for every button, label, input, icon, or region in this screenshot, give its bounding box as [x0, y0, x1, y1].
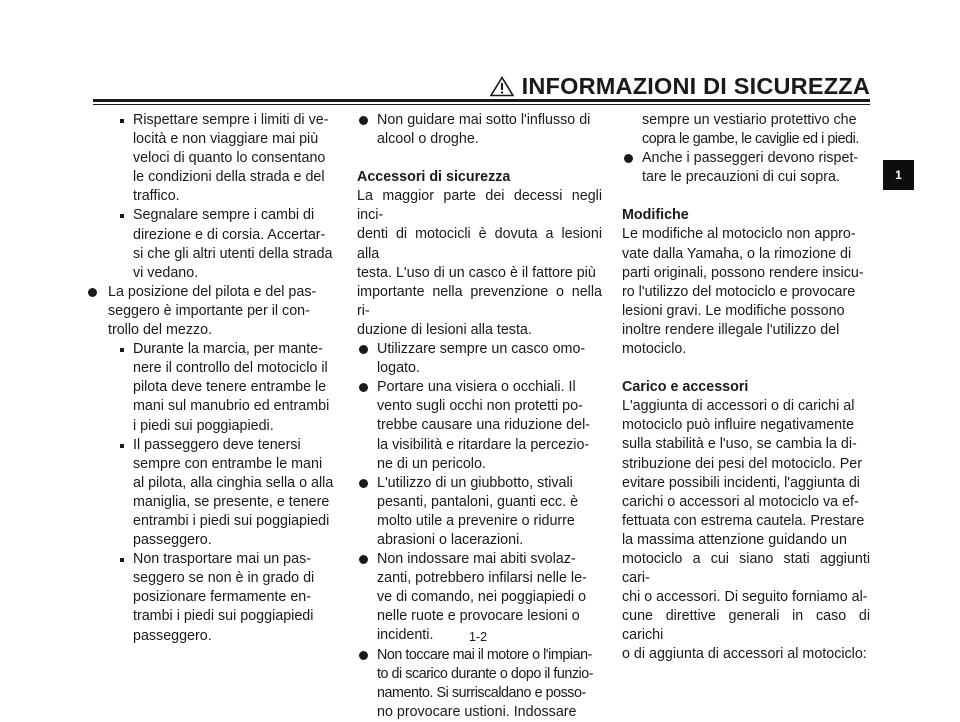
text-line: sulla stabilità e l'uso, se cambia la di- — [622, 436, 857, 453]
text-line: abrasioni o lacerazioni. — [377, 531, 524, 548]
section-heading-load-accessories: Carico e accessori — [622, 379, 749, 396]
section-title: INFORMAZIONI DI SICUREZZA — [521, 73, 870, 99]
bullet-dot-icon — [359, 383, 368, 392]
page-number: 1-2 — [468, 630, 488, 644]
bullet-square-icon — [120, 558, 124, 562]
bullet-dot-icon — [359, 116, 368, 125]
list-item — [622, 149, 870, 187]
text-line: al pilota, alla cinghia sella o alla — [133, 474, 334, 491]
text-line: nelle ruote e provocare lesioni o — [377, 608, 580, 625]
chapter-tab: 1 — [883, 160, 914, 190]
text-line: Le modifiche al motociclo non appro- — [622, 226, 856, 243]
text-line: Anche i passeggeri devono rispet- — [642, 150, 859, 167]
list-item — [357, 474, 602, 550]
bullet-dot-icon — [359, 651, 368, 660]
section-heading-safety-accessories: Accessori di sicurezza — [357, 169, 511, 186]
list-item — [357, 340, 602, 378]
text-line: motociclo può influire negativamente — [622, 417, 855, 434]
list-item — [108, 283, 336, 340]
text-line: Non indossare mai abiti svolaz- — [377, 551, 576, 568]
text-line: la visibilità e ritardare la percezio- — [377, 436, 590, 453]
list-item — [357, 111, 602, 149]
bullet-square-icon — [120, 348, 124, 352]
spacer — [622, 359, 870, 378]
text-line: importante nella prevenzione o nella ri- — [357, 283, 602, 319]
list-item — [108, 111, 336, 206]
text-line: entrambi i piedi sui poggiapiedi — [133, 512, 330, 529]
text-line: Utilizzare sempre un casco omo- — [377, 341, 586, 358]
list-item — [108, 206, 336, 282]
text-line: cune direttive generali in caso di carichi — [622, 608, 870, 644]
text-line: chi o accessori. Di seguito forniamo al- — [622, 589, 868, 606]
text-line: maniglia, se presente, e tenere — [133, 493, 330, 510]
text-line: Non guidare mai sotto l'influsso di — [377, 112, 591, 128]
text-column-1 — [108, 111, 336, 646]
text-line: pilota deve tenere entrambe le — [133, 379, 327, 396]
text-line: La maggior parte dei decessi negli inci- — [357, 188, 602, 224]
text-line: logato. — [377, 360, 420, 377]
warning-triangle-icon — [490, 76, 514, 97]
text-line: tare le precauzioni di cui sopra. — [642, 169, 840, 186]
spacer — [622, 187, 870, 206]
text-line: incidenti. — [377, 627, 434, 644]
text-line: passeggero. — [133, 532, 212, 549]
continued-text — [622, 111, 870, 149]
list-item — [357, 378, 602, 473]
text-line: denti di motocicli è dovuta a lesioni alla — [357, 226, 602, 262]
text-line: nere il controllo del motociclo il — [133, 360, 328, 377]
text-line: Portare una visiera o occhiali. Il — [377, 379, 576, 396]
list-item — [108, 436, 336, 551]
text-line: seggero se non è in grado di — [133, 570, 315, 587]
text-column-3 — [622, 111, 870, 665]
text-line: vi vedano. — [133, 264, 199, 281]
text-line: vento sugli occhi non protetti po- — [377, 398, 583, 415]
text-line: Rispettare sempre i limiti di ve- — [133, 112, 329, 128]
text-line: traffico. — [133, 188, 180, 205]
text-line: vate dalla Yamaha, o la rimozione di — [622, 245, 852, 262]
list-item — [108, 340, 336, 435]
list-item — [108, 550, 336, 645]
text-line: i piedi sui poggiapiedi. — [133, 417, 274, 434]
text-line: lesioni gravi. Le modifiche possono — [622, 302, 845, 319]
spacer — [357, 149, 602, 168]
text-line: fettuata con estrema cautela. Prestare — [622, 512, 865, 529]
text-line: evitare possibili incidenti, l'aggiunta di — [622, 474, 860, 491]
text-line: no provocare ustioni. Indossare — [377, 703, 577, 720]
text-line: ne di un pericolo. — [377, 455, 486, 472]
text-line: si che gli altri utenti della strada — [133, 245, 333, 262]
text-line: to di scarico durante o dopo il funzio- — [377, 665, 594, 682]
list-item — [357, 646, 602, 722]
text-line: le condizioni della strada e del — [133, 169, 325, 186]
text-line: la massima attenzione guidando un — [622, 531, 847, 548]
bullet-dot-icon — [624, 154, 633, 163]
text-line: La posizione del pilota e del pas- — [108, 283, 317, 300]
bullet-square-icon — [120, 214, 124, 218]
text-line: Non trasportare mai un pas- — [133, 551, 311, 568]
text-line: sempre un vestiario protettivo che — [642, 112, 857, 128]
page-header — [0, 74, 870, 98]
text-line: veloci di quanto lo consentano — [133, 150, 326, 167]
text-line: namento. Si surriscaldano e posso- — [377, 684, 586, 701]
section-heading-modifications: Modifiche — [622, 207, 689, 224]
text-line: inoltre rendere illegale l'utilizzo del — [622, 321, 840, 338]
text-line: molto utile a prevenire o ridurre — [377, 512, 575, 529]
text-line: passeggero. — [133, 627, 212, 644]
bullet-square-icon — [120, 444, 124, 448]
text-line: Durante la marcia, per mante- — [133, 341, 323, 358]
text-line: pesanti, pantaloni, guanti ecc. è — [377, 493, 579, 510]
text-line: trambi i piedi sui poggiapiedi — [133, 608, 314, 625]
text-line: testa. L'uso di un casco è il fattore più — [357, 264, 596, 281]
text-line: ve di comando, nei poggiapiedi o — [377, 589, 587, 606]
text-line: Il passeggero deve tenersi — [133, 436, 301, 453]
section-title-wrap — [522, 74, 870, 98]
text-line: carichi o accessori al motociclo va ef- — [622, 493, 859, 510]
bullet-square-icon — [120, 119, 124, 123]
text-line: stribuzione dei pesi del motociclo. Per — [622, 455, 862, 472]
bullet-dot-icon — [359, 479, 368, 488]
bullet-dot-icon — [359, 345, 368, 354]
text-line: copra le gambe, le caviglie ed i piedi. — [642, 131, 859, 148]
header-rule-thin — [93, 104, 870, 105]
text-line: sempre con entrambe le mani — [133, 455, 323, 472]
text-line: posizionare fermamente en- — [133, 589, 312, 606]
text-line: zanti, potrebbero infilarsi nelle le- — [377, 570, 587, 587]
text-line: L'aggiunta di accessori o di carichi al — [622, 398, 855, 415]
header-rule-thick — [93, 99, 870, 102]
text-line: direzione e di corsia. Accertar- — [133, 226, 326, 243]
text-line: alcool o droghe. — [377, 131, 479, 148]
text-line: locità e non viaggiare mai più — [133, 131, 319, 148]
text-line: motociclo. — [622, 341, 687, 358]
text-line: Segnalare sempre i cambi di — [133, 207, 315, 224]
text-line: L'utilizzo di un giubbotto, stivali — [377, 474, 573, 491]
text-line: o di aggiunta di accessori al motociclo: — [622, 646, 867, 663]
text-line: seggero è importante per il con- — [108, 302, 310, 319]
text-line: parti originali, possono rendere insicu- — [622, 264, 864, 281]
text-line: ro l'utilizzo del motociclo e provocare — [622, 283, 856, 300]
text-line: trebbe causare una riduzione del- — [377, 417, 591, 434]
text-line: mani sul manubrio ed entrambi — [133, 398, 330, 415]
text-line: motociclo a cui siano stati aggiunti cari- — [622, 550, 870, 587]
text-line: trollo del mezzo. — [108, 322, 213, 339]
bullet-dot-icon — [359, 555, 368, 564]
text-line: duzione di lesioni alla testa. — [357, 321, 532, 338]
bullet-dot-icon — [88, 288, 97, 297]
text-line: Non toccare mai il motore o l'impian- — [377, 646, 592, 663]
